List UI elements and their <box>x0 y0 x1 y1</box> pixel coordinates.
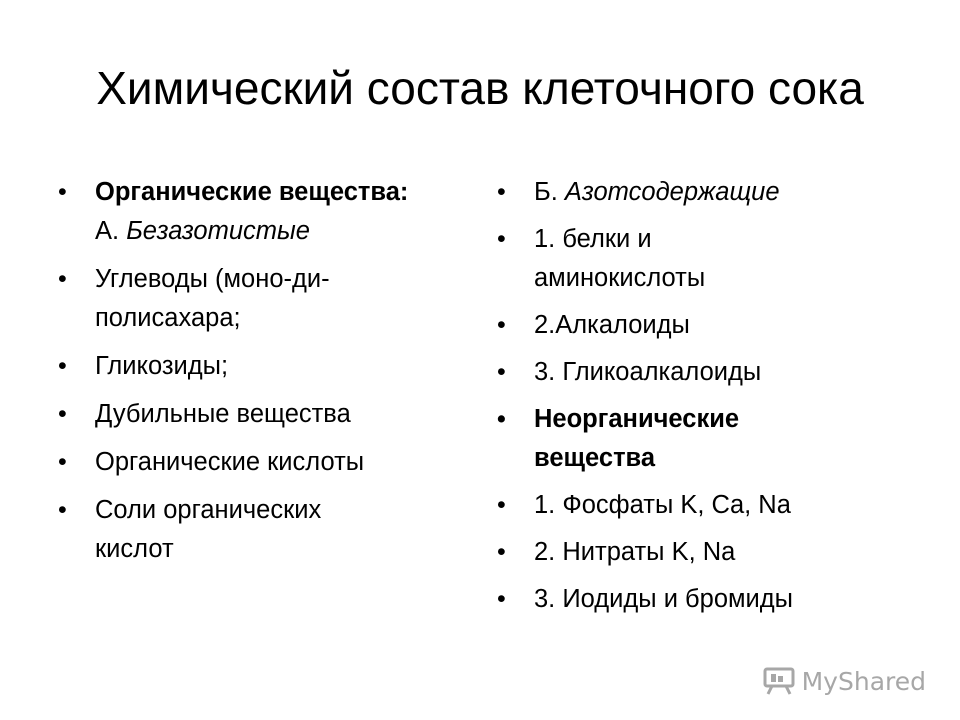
list-item: • Соли органических кислот <box>58 491 395 569</box>
list-item: • 1. Фосфаты K, Ca, Na <box>497 486 897 525</box>
list-item: • 3. Иодиды и бромиды <box>497 580 897 619</box>
right-bullet-list <box>497 173 897 627</box>
list-item-nitrogen-heading <box>497 173 897 212</box>
watermark <box>762 666 926 696</box>
watermark-text: MyShared <box>801 666 926 696</box>
list-item-organic-heading <box>58 173 458 251</box>
list-item: • 3. Гликоалкалоиды <box>497 353 897 392</box>
nitrogen-free-prefix: А. <box>95 217 120 245</box>
nitrogen-free-subheading <box>95 212 458 251</box>
list-item: • Гликозиды; <box>58 347 458 386</box>
slide-title: Химический состав клеточного сока <box>96 61 864 114</box>
nitrogen-free-label: Безазотистые <box>126 217 310 245</box>
left-bullet-list <box>58 173 458 578</box>
list-item: • Дубильные вещества <box>58 395 458 434</box>
list-item: • 2.Алкалоиды <box>497 306 897 345</box>
organic-substances-heading: Органические вещества: <box>95 178 409 206</box>
list-item: • 1. белки и аминокислоты <box>497 220 764 298</box>
nitrogen-prefix: Б. <box>534 178 558 206</box>
list-item: • 2. Нитраты K, Na <box>497 533 897 572</box>
list-item: • Углеводы (моно-ди-полисахара; <box>58 260 395 338</box>
presentation-board-icon <box>762 666 796 696</box>
nitrogen-containing-label: Азотсодержащие <box>564 178 780 206</box>
list-item: • Органические кислоты <box>58 443 458 482</box>
inorganic-substances-heading: • Неорганические вещества <box>497 400 814 478</box>
